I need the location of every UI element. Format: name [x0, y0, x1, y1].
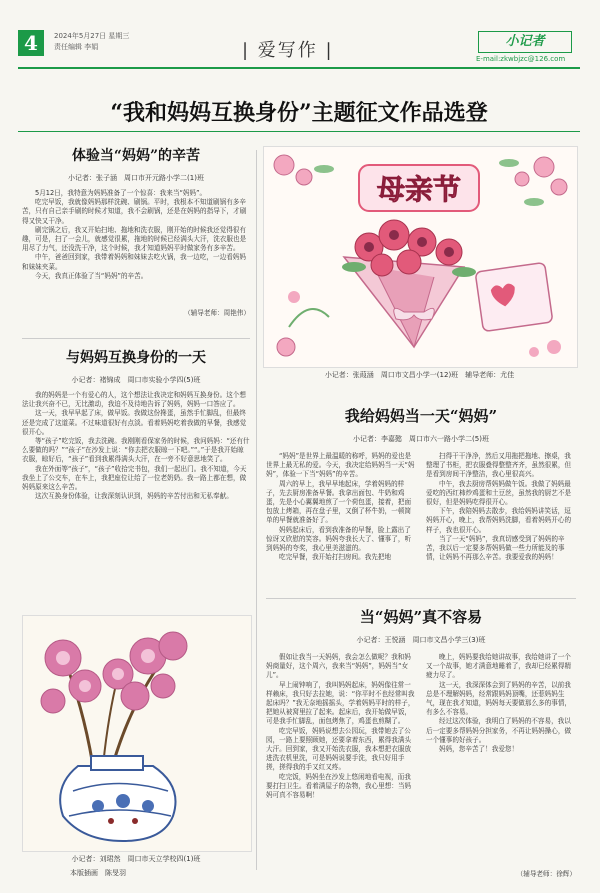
paragraph: 中午，爸爸回到家，我带着妈妈和妹妹去吃火锅，我一边吃，一边看妈妈和妹妹夹菜。 [22, 253, 246, 271]
paragraph: 吃完早饭，我就像妈妈那样洗碗、刷锅。平时，我根本不知道刷锅有多辛苦，只有自己亲手刷的时候才知道，我不会刷锅，还是在妈妈的指导下，才刷得又快又干净。 [22, 198, 247, 225]
paragraph: 吃完早饭，妈妈说想去公园玩，我带她去了公园，一路上要照顾她，还要拿着东西，累得我满头大汗。回到家，我又开始洗衣服，我本想把衣服放进洗衣机里洗，可是妈妈说要手洗，我只好用手搓，搓得我的手又红又疼。 [266, 726, 412, 772]
contact-email: E-mail:zkwbjzc@126.com [476, 55, 566, 63]
paragraph: 当了一天“妈妈”，我真切感受到了妈妈的辛苦，我以后一定要多帮妈妈做一些力所能及的事情，让妈妈不再那么辛苦。我要爱我的妈妈！ [426, 534, 565, 562]
paragraph: 今天，我真正体验了当“妈妈”的辛苦。 [35, 271, 148, 280]
paragraph: 这次互换身份体验，让我深刻认识到，妈妈的辛苦付出和无私奉献。 [35, 492, 233, 501]
illustration-mothers-day [263, 146, 578, 368]
article-teacher: （辅导老师：周艳伟） [184, 309, 250, 317]
article-separator [266, 598, 576, 599]
article-body [22, 391, 250, 627]
brand-logo: 小记者 [478, 31, 572, 53]
article-title: 我给妈妈当一天“妈妈” [344, 407, 498, 425]
article-swap-day [22, 347, 250, 637]
paragraph: 吃完早餐，我开始打扫房间。我先把地 [279, 553, 392, 562]
paragraph: 我的妈妈是一个有爱心的人，这个想法让我决定和妈妈互换身份。这个想法让我兴奋不已，无比激动，我迫不及待地告诉了妈妈，妈妈一口答应了。 [22, 391, 246, 409]
article-column [266, 452, 416, 620]
article-mom-for-a-day [266, 405, 576, 620]
paragraph: 经过这次体验，我明白了妈妈的不容易，我以后一定要多帮妈妈分担家务，不再让妈妈操心，做一个懂事的好孩子。 [426, 717, 572, 744]
paragraph: “妈妈”是世界上最温暖的称呼，妈妈的爱也是世界上最无私的爱。今天，我决定给妈妈当一天“妈妈”，体验一下当“妈妈”的辛苦。 [266, 452, 415, 479]
page-main-title: “我和妈妈互换身份”主题征文作品选登 [110, 100, 488, 126]
illustration-flower-vase [22, 615, 252, 852]
paragraph: 5月12日，我特意为妈妈准备了一个惊喜：我来当“妈妈”。 [35, 189, 207, 197]
article-not-easy [266, 606, 576, 878]
illustration-caption: 小记者：张葭涵 周口市文昌小学一(12)班 辅导老师：尤佳 [324, 371, 515, 379]
paragraph: 妈妈，您辛苦了！我爱您！ [439, 745, 519, 754]
paragraph: 这一天，我深深体会到了妈妈的辛苦，以前我总是不理解妈妈，经常跟妈妈顶嘴，还惹妈妈生气，现在我才知道，妈妈每天要做那么多的事情，有多么不容易。 [426, 680, 572, 717]
paragraph: 这一天，我早早起了床，做早饭。我做这份搀蛋，虽然手忙脚乱，但最终还是完成了这道菜。不过味道很好有点淡。看着妈妈吃着我做的早餐，我感觉很开心。 [22, 409, 247, 436]
article-body [266, 452, 576, 620]
article-separator [22, 338, 250, 339]
paragraph: 我在外面等“孩子”，“孩子”收拾完书包，我们一起出门。我不知道，今天我坐上了公交车，在车上，我把座位让给了一位老奶奶。我一路上都在想，做妈妈原来这么辛苦。 [22, 464, 247, 492]
paragraph: 刷完锅之后，我又开始扫地、拖地和洗衣服，刚开始的时候我还觉得很有趣，可是，扫了一会儿，就感觉很累，拖地的时候已经满头大汗，洗衣服也是用尽了力气，还没洗干净，这个时候，我才知道妈妈平时做家务有多辛苦。 [22, 225, 247, 253]
article-column [426, 452, 576, 620]
paragraph: 假如让我当一天妈妈，我会怎么做呢？我和妈妈商量好，这个周六，我来当“妈妈”，妈妈当“女儿”。 [266, 653, 411, 680]
article-column [426, 653, 576, 868]
column-divider [256, 150, 257, 870]
article-byline: 小记者：王悦涵 周口市文昌小学三(3)班 [356, 636, 486, 644]
header-rule [18, 67, 580, 69]
article-body [266, 653, 576, 868]
paragraph: 妈妈起床后，看到我准备的早餐，脸上露出了惊讶又欣慰的笑容。妈妈夸我长大了、懂事了，听到妈妈的夸奖，我心里美滋滋的。 [266, 525, 412, 553]
article-body [22, 189, 250, 307]
article-title: 体验当“妈妈”的辛苦 [71, 148, 201, 164]
article-byline: 小记者：张子涵 周口市开元路小学二(1)班 [68, 174, 204, 182]
issue-editor: 责任编辑 李娟 [54, 43, 99, 51]
article-teacher: （辅导老师：徐辉） [516, 870, 576, 878]
page-number: 4 [18, 30, 44, 56]
article-byline: 小记者：褚锦成 周口市实验小学四(5)班 [71, 376, 201, 384]
title-rule [18, 131, 580, 132]
article-column [266, 653, 416, 868]
paragraph: 周六的早上，我早早地起床，学着妈妈的样子，先去厨房准备早餐。我拿出面包、牛奶和鸡蛋，先是小心翼翼地煎了一个荷包蛋，接着，把面包放上烤箱，再在盘子里，又倒了杯牛奶，一顿简单的早餐就准备好了。 [266, 479, 412, 525]
drawing-headline: 母亲节 [376, 173, 462, 206]
article-title: 与妈妈互换身份的一天 [66, 350, 206, 366]
paragraph: 早上闹钟响了，我叫妈妈起床，妈妈像往常一样赖床，我只好去拉她，说：“你平时不也经常叫我起床吗？”我无奈地摇摇头，学着妈妈平时的样子，把她从被窝里拉了起来。起床后，我开始做早饭，可是我手忙脚乱，面包烤焦了，鸡蛋也煎糊了。 [266, 680, 415, 726]
paragraph: 等“孩子”吃完饭，我去洗碗。我刚刚看保家务的时候，我问妈妈：“还有什么要做的吗？”“孩子”在沙发上说：“你去把衣服晾一下吧。”“。”于是我开始晾衣服，晾好后，“孩子”看到我累得满头大汗，在一旁不好意思地笑了。 [22, 437, 250, 464]
paragraph: 扫得干干净净，然后又用拖把拖地、擦桌，我整理了书柜，把衣服叠得整整齐齐，虽然很累，但是看到房间干净整洁，我心里很高兴。 [426, 452, 572, 479]
article-byline: 小记者：李嘉懿 周口市六一路小学二(5)班 [353, 435, 489, 443]
article-experience-mom [22, 145, 250, 317]
illustration-caption: 小记者：刘珺然 周口市天立学校四(1)班 [71, 855, 201, 863]
issue-date: 2024年5月27日 星期三 [54, 32, 130, 40]
paragraph: 晚上，妈妈要我给她讲故事，我给她讲了一个又一个故事，她才满意地睡着了，我却已经累得精疲力尽了。 [426, 653, 572, 680]
paragraph: 吃完饭，妈妈坐在沙发上悠闲地看电视，而我要打扫卫生。看着满屋子的杂物，我心里想：当妈妈可真不容易啊！ [266, 772, 412, 800]
section-title: | 爱写作 | [242, 40, 334, 61]
page-footer-credit: 本版插画 陈旻羽 [70, 869, 126, 877]
issue-meta [54, 31, 129, 53]
paragraph: 下午，我陪妈妈去散步，我给妈妈讲笑话，逗妈妈开心，晚上，我帮妈妈洗脚，看着妈妈开心的样子，我也很开心。 [426, 507, 572, 534]
article-title: 当“妈妈”真不容易 [359, 608, 483, 626]
paragraph: 中午，我去厨房帮妈妈做午饭。我做了妈妈最爱吃的西红柿炒鸡蛋和土豆丝，虽然我的厨艺不是很好，但是妈妈吃得很开心。 [426, 479, 572, 507]
